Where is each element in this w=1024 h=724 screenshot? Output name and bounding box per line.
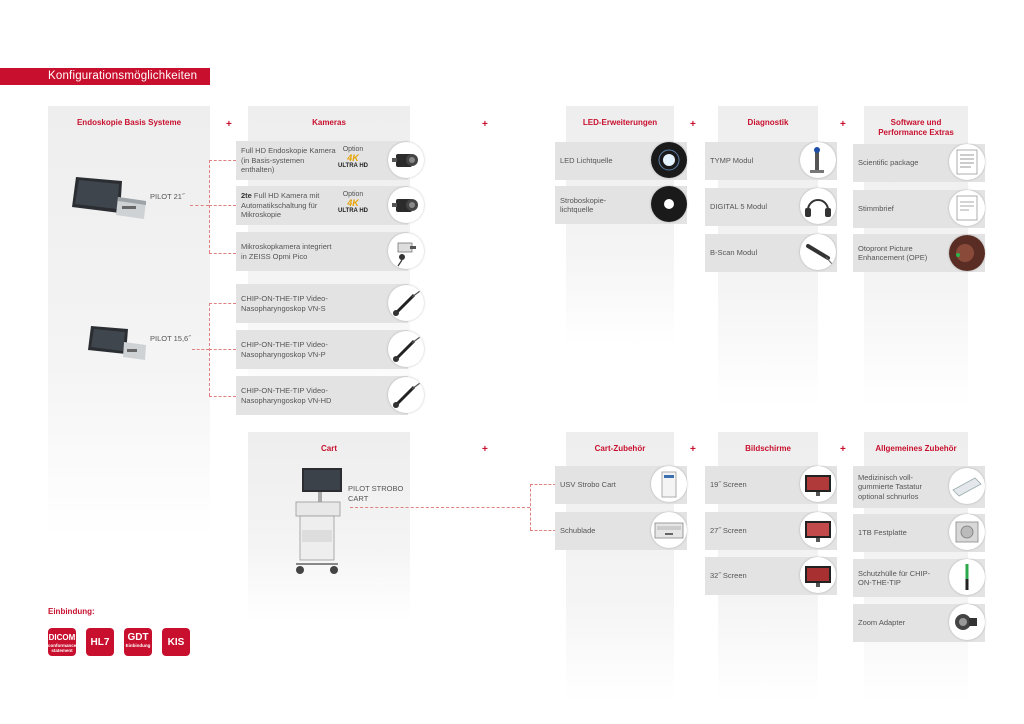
chip-item-vn-p <box>236 330 408 369</box>
software-item-ope: Otopront Picture Enhancement (OPE) <box>853 234 985 272</box>
connector-line <box>190 205 209 206</box>
kis-badge: KIS <box>162 628 190 656</box>
chip-item-vn-hd <box>236 376 408 415</box>
diag-item-bscan: B-Scan Modul <box>705 234 837 272</box>
letter-document-icon <box>949 190 985 226</box>
camera-item-zeiss <box>236 232 408 271</box>
led-item-lichtquelle: LED Lichtquelle <box>555 142 687 180</box>
keyboard-icon <box>949 468 985 504</box>
gdt-badge: GDT Einbindung <box>124 628 152 656</box>
header-cart-zubehoer: Cart-Zubehör <box>594 444 646 453</box>
acc-item-schutzhuelle: Schutzhülle für CHIP-ON-THE-TIP <box>853 559 985 597</box>
software-item-stimmbrief: Stimmbrief <box>853 190 985 228</box>
header-bildschirme: Bildschirme <box>745 444 791 453</box>
screen-icon <box>800 466 836 502</box>
camera-item-2te <box>236 186 408 225</box>
zoom-adapter-icon <box>949 604 985 640</box>
strobo-cart-label: PILOT STROBO CART <box>348 484 404 503</box>
plus-sign: + <box>840 119 846 130</box>
endoscope-icon <box>388 377 424 413</box>
strobo-light-icon <box>651 186 687 222</box>
strobo-cart-image <box>288 466 346 578</box>
camera-head-icon <box>388 142 424 178</box>
connector-line <box>350 507 530 508</box>
screen-item-32: 32˝ Screen <box>705 557 837 595</box>
camera-item-fullhd <box>236 141 408 180</box>
chip-item-vn-s <box>236 284 408 323</box>
plus-sign: + <box>482 444 488 455</box>
camera-bold: 2te <box>241 191 252 201</box>
monitor-icon <box>70 175 148 223</box>
screen-icon <box>800 512 836 548</box>
plus-sign: + <box>840 444 846 455</box>
connector-line <box>209 160 236 161</box>
connector-line <box>209 303 236 304</box>
chip-text: CHIP-ON-THE-TIP Video-Nasopharyngoskop VN-S <box>241 294 328 313</box>
camera-option: Option 4K ULTRA HD <box>338 191 368 214</box>
drawer-icon <box>651 512 687 548</box>
connector-line <box>209 349 236 350</box>
chip-text: CHIP-ON-THE-TIP Video-Nasopharyngoskop VN-HD <box>241 386 332 405</box>
connector-line <box>530 484 556 485</box>
acc-item-zoom: Zoom Adapter <box>853 604 985 642</box>
camera-text: Full HD Kamera mit Automatikschaltung für Mikroskopie <box>241 191 320 220</box>
column-basis <box>48 106 210 536</box>
plus-sign: + <box>226 119 232 130</box>
camera-head-icon <box>388 187 424 223</box>
led-item-strobo: Stroboskopie-lichtquelle <box>555 186 687 224</box>
connector-line <box>209 253 236 254</box>
header-kameras: Kameras <box>312 118 346 127</box>
plus-sign: + <box>690 444 696 455</box>
pilot21-label: PILOT 21˝ <box>150 192 185 201</box>
header-diagnostik: Diagnostik <box>747 118 789 127</box>
header-cart: Cart <box>320 444 337 453</box>
plus-sign: + <box>690 119 696 130</box>
endoscope-icon <box>388 331 424 367</box>
microscope-camera-icon <box>388 233 424 269</box>
screen-item-19: 19˝ Screen <box>705 466 837 504</box>
connector-line <box>530 530 556 531</box>
connector-line <box>530 484 531 530</box>
hl7-badge: HL7 <box>86 628 114 656</box>
ultra-hd-logo: 4K ULTRA HD <box>338 198 368 214</box>
camera-text: Full HD Endoskopie Kamera (in Basis-systemen enthalten) <box>241 146 336 175</box>
connector-line <box>209 160 210 253</box>
pilot21-image <box>70 175 148 223</box>
software-item-scientific: Scientific package <box>853 144 985 182</box>
cart-icon <box>288 466 346 578</box>
screen-icon <box>800 557 836 593</box>
cart-acc-usv: USV Strobo Cart <box>555 466 687 504</box>
camera-text: Mikroskopkamera integriert in ZEISS Opmi Pico <box>241 242 332 261</box>
connector-line <box>192 349 209 350</box>
document-icon <box>949 144 985 180</box>
diag-item-digital5: DIGITAL 5 Modul <box>705 188 837 226</box>
header-basis: Endoskopie Basis Systeme <box>76 118 182 127</box>
tymp-module-icon <box>800 142 836 178</box>
header-software: Software und Performance Extras <box>878 118 954 137</box>
ups-icon <box>651 466 687 502</box>
hard-drive-icon <box>949 514 985 550</box>
diag-item-tymp: TYMP Modul <box>705 142 837 180</box>
header-allgemein: Allgemeines Zubehör <box>875 444 957 453</box>
camera-option: Option 4K ULTRA HD <box>338 146 368 169</box>
cart-acc-schublade: Schublade <box>555 512 687 550</box>
pilot156-label: PILOT 15,6˝ <box>150 334 191 343</box>
page-title: Konfigurationsmöglichkeiten <box>0 68 210 85</box>
ultrasound-probe-icon <box>800 234 836 270</box>
pilot156-image <box>86 324 148 362</box>
chip-text: CHIP-ON-THE-TIP Video-Nasopharyngoskop VN-P <box>241 340 328 359</box>
ultra-hd-logo: 4K ULTRA HD <box>338 153 368 169</box>
monitor-icon <box>86 324 148 362</box>
einbindung-label: Einbindung: <box>48 607 95 616</box>
plus-sign: + <box>482 119 488 130</box>
protective-sleeve-icon <box>949 559 985 595</box>
header-led: LED-Erweiterungen <box>582 118 658 127</box>
screen-item-27: 27˝ Screen <box>705 512 837 550</box>
endoscope-icon <box>388 285 424 321</box>
led-light-icon <box>651 142 687 178</box>
ear-image-icon <box>949 235 985 271</box>
acc-item-festplatte: 1TB Festplatte <box>853 514 985 552</box>
headphones-icon <box>800 188 836 224</box>
acc-item-tastatur: Medizinisch voll-gummierte Tastatur optional schnurlos <box>853 466 985 508</box>
connector-line <box>209 396 236 397</box>
dicom-badge: DICOM conformance statement <box>48 628 76 656</box>
connector-line <box>209 205 236 206</box>
